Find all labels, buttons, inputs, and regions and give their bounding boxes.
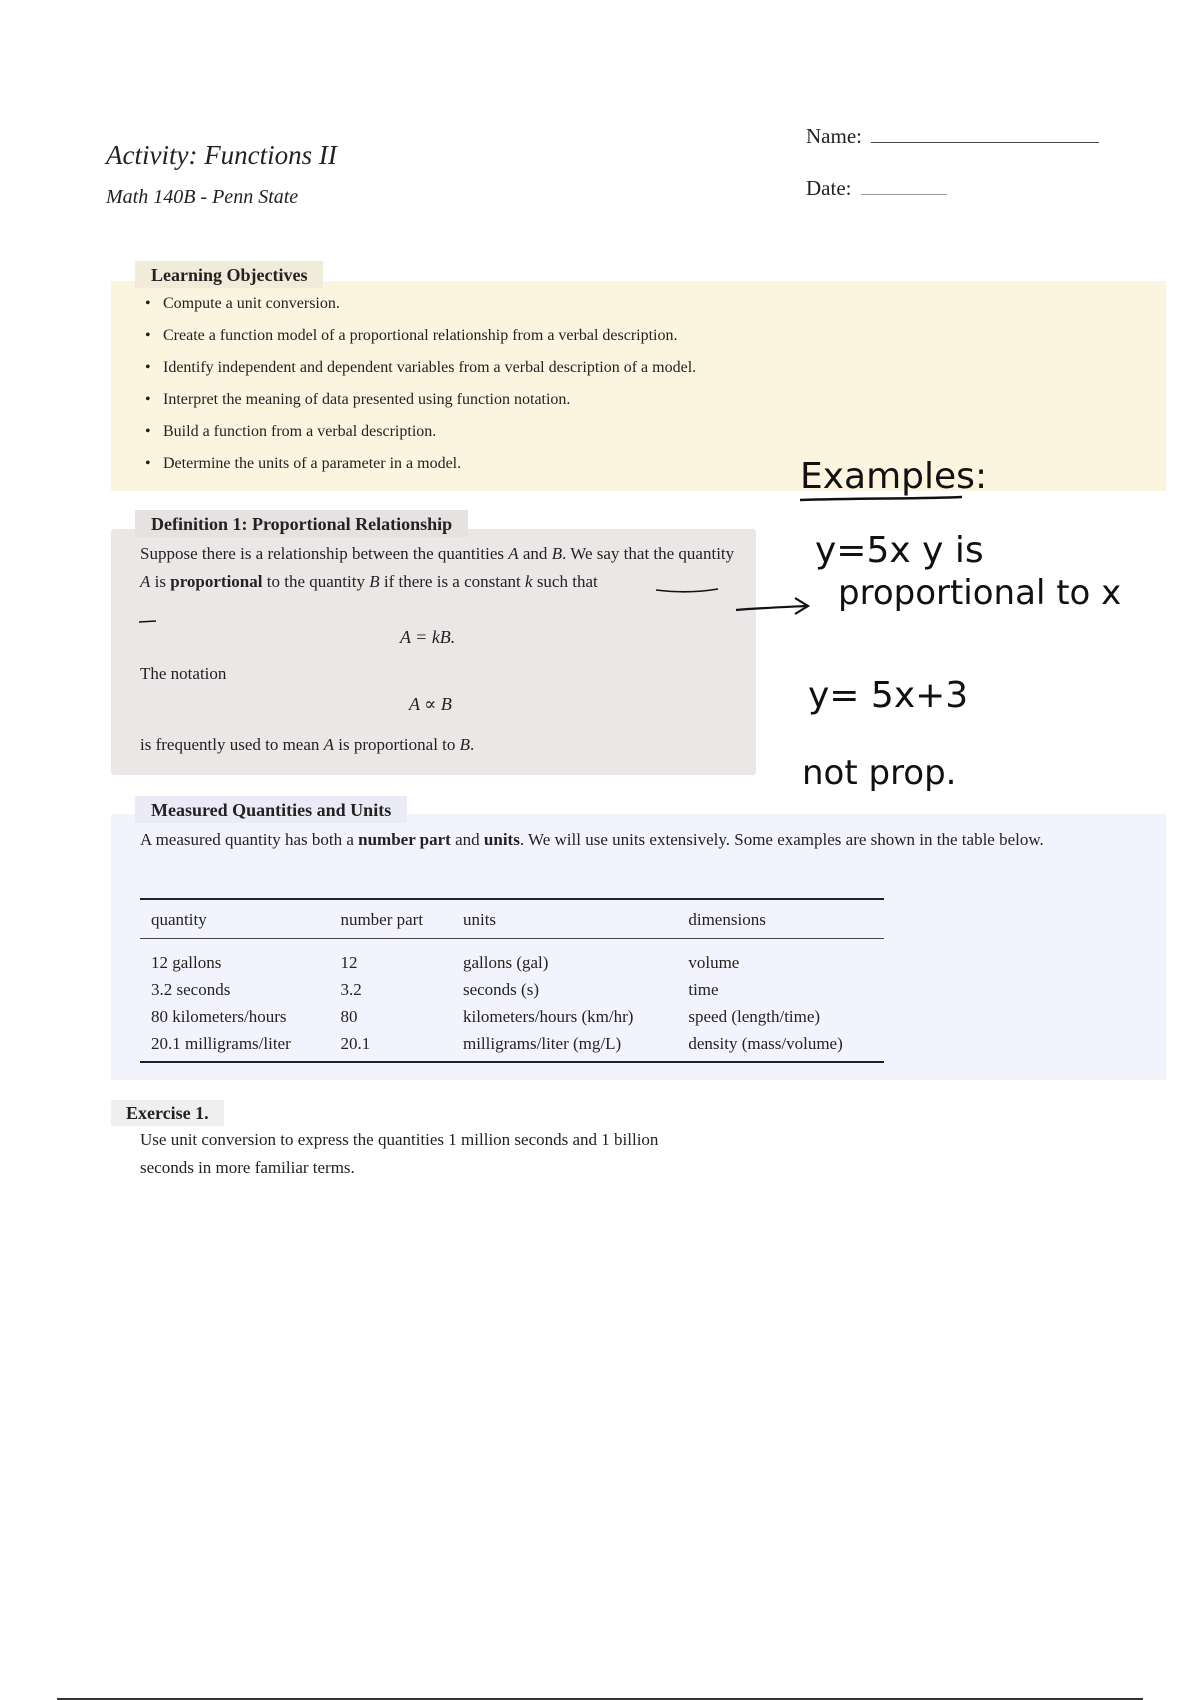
table-cell: density (mass/volume) bbox=[677, 1030, 884, 1062]
table-cell: 3.2 bbox=[340, 979, 362, 999]
intro-part1: A measured quantity has both a bbox=[140, 830, 354, 849]
table-cell: 3.2 seconds bbox=[151, 979, 231, 999]
objective-item: • Determine the units of a parameter in a model. bbox=[145, 453, 1166, 485]
var-b: B bbox=[551, 544, 563, 563]
objective-item: • Identify independent and dependent variables from a verbal description of a model. bbox=[145, 357, 1166, 389]
table-cell: 80 kilometers/hours bbox=[151, 1006, 287, 1026]
table-cell: 20.1 bbox=[329, 1030, 452, 1062]
date-label: Date: bbox=[806, 176, 852, 200]
notation-text: The notation bbox=[140, 664, 227, 683]
table-cell: gallons (gal) bbox=[462, 952, 549, 972]
table-cell: 12 gallons bbox=[151, 952, 222, 972]
objective-item: • Compute a unit conversion. bbox=[145, 293, 1166, 325]
formula-a-proportional-b: A ∝ B bbox=[409, 694, 452, 714]
constant-underline bbox=[656, 589, 718, 592]
handwriting-line1: y=5x y is bbox=[815, 530, 984, 571]
def-is: is bbox=[154, 572, 166, 591]
exercise-text: Use unit conversion to express the quantities 1 million seconds and 1 billion seconds in more familiar terms. bbox=[140, 1130, 659, 1177]
table-cell: time bbox=[688, 979, 719, 999]
constant-term: constant bbox=[464, 572, 521, 591]
def-and: and bbox=[522, 544, 548, 563]
column-header: dimensions bbox=[677, 899, 884, 939]
objective-item: • Create a function model of a proportional relationship from a verbal description. bbox=[145, 325, 1166, 357]
def-line2b: to the quantity bbox=[266, 572, 365, 591]
def-is-prop-to: is proportional to bbox=[338, 735, 456, 754]
exercise-heading: Exercise 1. bbox=[111, 1100, 224, 1126]
proportional-term: proportional bbox=[170, 572, 263, 591]
table-cell: 12 bbox=[340, 952, 358, 972]
table-cell: kilometers/hours (km/hr) bbox=[462, 1006, 634, 1026]
handwriting-line2: proportional to x bbox=[838, 573, 1122, 613]
table-cell: speed (length/time) bbox=[688, 1006, 821, 1026]
handwriting-line3: y= 5x+3 bbox=[808, 675, 969, 716]
table-cell: volume bbox=[688, 952, 740, 972]
var-a: A bbox=[323, 735, 335, 754]
var-b: B bbox=[369, 572, 380, 591]
table-cell: seconds (s) bbox=[462, 979, 539, 999]
def-we-say: . We say bbox=[562, 544, 620, 563]
var-b: B bbox=[459, 735, 471, 754]
handwriting-line4: not prop. bbox=[802, 753, 957, 793]
arrow-shaft bbox=[736, 606, 806, 610]
column-header: quantity bbox=[140, 899, 329, 939]
definition-heading: Definition 1: Proportional Relationship bbox=[135, 510, 468, 537]
var-a: A bbox=[140, 572, 151, 591]
var-k: k bbox=[525, 572, 533, 591]
table-cell: 20.1 milligrams/liter bbox=[140, 1030, 329, 1062]
intro-and: and bbox=[455, 830, 480, 849]
objective-item: • Interpret the meaning of data presented using function notation. bbox=[145, 389, 1166, 421]
var-a: A bbox=[508, 544, 519, 563]
learning-objectives-heading: Learning Objectives bbox=[135, 261, 323, 288]
objective-item: • Build a function from a verbal description. bbox=[145, 421, 1166, 453]
def-line2c: if there is a bbox=[383, 572, 460, 591]
def-line2a: that the quantity bbox=[623, 544, 735, 563]
column-header: units bbox=[452, 899, 677, 939]
number-part-term: number part bbox=[358, 830, 451, 849]
def-line1: Suppose there is a relationship between the quantities bbox=[140, 544, 504, 563]
activity-title: Activity: Functions II bbox=[106, 140, 337, 170]
formula-a-equals-kb: A = kB. bbox=[400, 627, 456, 647]
handwriting-examples: Examples: bbox=[800, 456, 988, 497]
measured-quantities-heading: Measured Quantities and Units bbox=[135, 796, 407, 823]
def-such-that: such that bbox=[536, 572, 598, 591]
k-underline bbox=[139, 621, 156, 622]
def-last-line: is frequently used to mean bbox=[140, 735, 320, 754]
table-cell: milligrams/liter (mg/L) bbox=[452, 1030, 677, 1062]
examples-underline bbox=[800, 497, 962, 500]
name-label: Name: bbox=[806, 124, 862, 148]
column-header: number part bbox=[329, 899, 452, 939]
def-period: . bbox=[470, 735, 475, 754]
course-subtitle: Math 140B - Penn State bbox=[106, 186, 299, 208]
table-cell: 80 bbox=[340, 1006, 358, 1026]
units-term: units bbox=[483, 830, 520, 849]
intro-part2: . We will use units extensively. Some examples are shown in the table below. bbox=[519, 830, 1044, 849]
